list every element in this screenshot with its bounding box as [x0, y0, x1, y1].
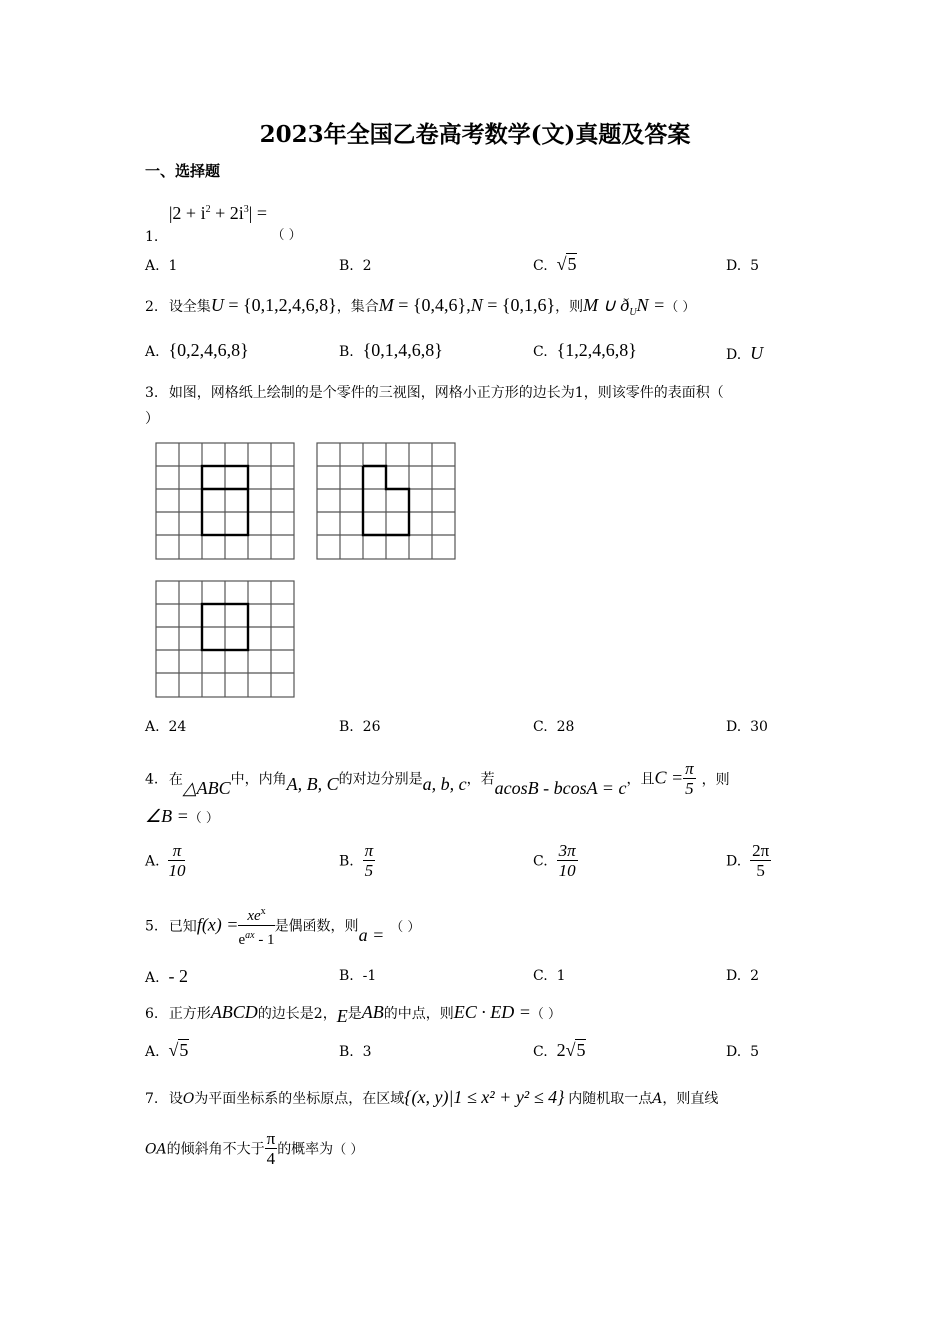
top-view-grid [155, 580, 295, 698]
q1-option-a: A. 1 [145, 258, 178, 274]
q5-option-b: B. -1 [339, 968, 377, 984]
q5-option-d: D. 2 [726, 968, 760, 984]
q5-option-c: C. 1 [533, 968, 566, 984]
q6-option-b: B. 3 [339, 1044, 372, 1060]
front-view-grid [155, 442, 295, 560]
question-1 [145, 203, 302, 245]
q5-option-a: A. - 2 [145, 966, 188, 986]
q1-option-c: C. √5 [533, 254, 577, 274]
question-number: 1. [145, 229, 159, 245]
page-title: 2023年全国乙卷高考数学(文)真题及答案 [259, 121, 691, 148]
q2-option-c: C. {1,2,4,6,8} [533, 340, 637, 360]
question-6: 6. 正方形ABCD的边长是2，E是AB的中点，则EC · ED =（ ） [145, 1002, 562, 1026]
q2-option-a: A. {0,2,4,6,8} [145, 340, 249, 360]
q2-option-b: B. {0,1,4,6,8} [339, 340, 443, 360]
question-5: 5. 已知f(x) = $\frac{xe^x}{e^{ax} - 1}$ 是偶函数，则a = （ ） [145, 903, 420, 950]
question-4: 4. 在△ABC中，内角A, B, C的对边分别是a, b, c，若acosB - bcosA = c，且C = $\frac{\pi}{5}$ ，则 [145, 759, 730, 798]
question-3: 3. 如图，网格纸上绘制的是个零件的三视图，网格小正方形的边长为1，则该零件的表面积（ [145, 385, 724, 401]
question-2: 2. 设全集U = {0,1,2,4,6,8}，集合M = {0,4,6},N = {0,1,6}，则M ∪ $ð_UN$ =（ ） [145, 295, 696, 318]
q4-option-b: B. $\frac{\pi}{5}$ [339, 841, 374, 880]
question-7: 7. 设O为平面坐标系的坐标原点，在区域{(x, y)|1 ≤ x² + y² ≤ 4} 内随机取一点A，则直线 [145, 1087, 719, 1107]
question-3-cont: ） [145, 411, 159, 427]
q6-option-c: C. 2√5 [533, 1040, 586, 1060]
q1-option-b: B. 2 [339, 258, 372, 274]
q4-option-c: C. $\frac{3\pi}{10}$ [533, 841, 576, 880]
q4-option-a: A. $\frac{\pi}{10}$ [145, 841, 186, 880]
q3-option-a: A. 24 [145, 719, 187, 735]
q4-option-d: D. $\frac{2\pi}{5}$ [726, 841, 770, 880]
q2-option-d: D. U [726, 343, 764, 363]
question-4-cont: ∠B =（ ） [145, 806, 219, 826]
answer-paren: （ ） [271, 228, 302, 243]
question-7-cont: OA的倾斜角不大于 $\frac{\pi}{4}$ 的概率为（ ） [145, 1129, 364, 1168]
q3-option-d: D. 30 [726, 719, 768, 735]
side-view-grid [316, 442, 456, 560]
q3-option-c: C. 28 [533, 719, 575, 735]
q1-option-d: D. 5 [726, 258, 760, 274]
section-heading: 一、选择题 [145, 162, 221, 180]
q6-option-d: D. 5 [726, 1044, 760, 1060]
q6-option-a: A. √5 [145, 1040, 189, 1060]
q3-option-b: B. 26 [339, 719, 381, 735]
q1-expression: $|2 + i^2 + 2i^3|$ = [168, 203, 267, 223]
